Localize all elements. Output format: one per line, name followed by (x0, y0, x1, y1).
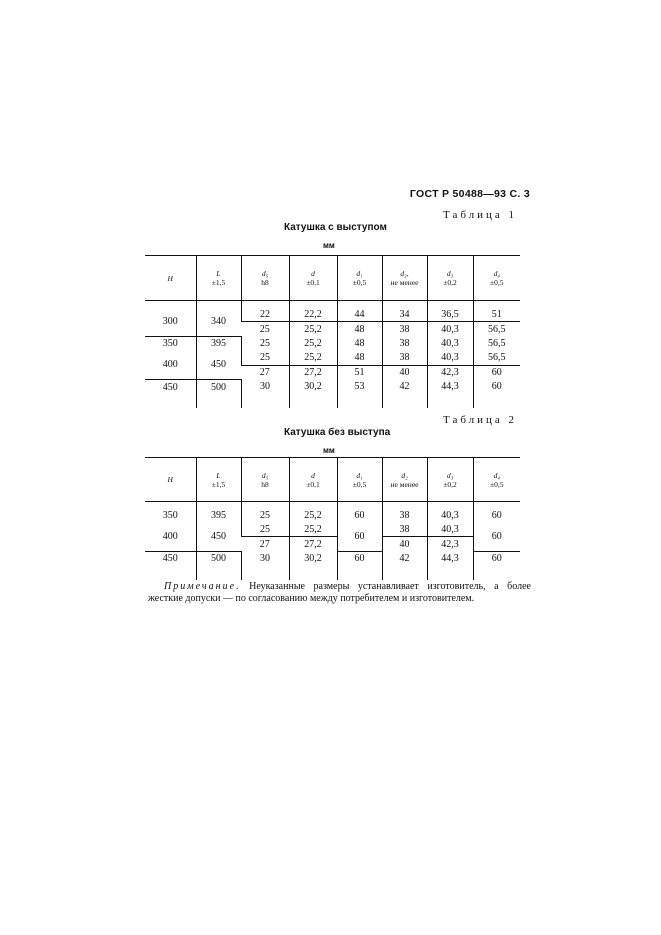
note-text: Неуказанные размеры устанавливает изготовитель, а более жесткие допуски — по согласованию между потребителем и изготовителем. (148, 581, 531, 604)
cell-d2: 38 (382, 522, 427, 537)
col-symbol: d₁ (356, 269, 363, 278)
cell-d1: 48 (337, 351, 382, 366)
col-symbol: d₄ (493, 269, 500, 278)
cell-d4: 51 (473, 307, 520, 322)
col-header-d5 (241, 458, 289, 502)
cell-d3: 44,3 (427, 551, 473, 566)
table2-unit: мм (323, 446, 335, 455)
cell-d2: 38 (382, 322, 427, 337)
cell-d1: 53 (337, 380, 382, 395)
cell-d: 25,2 (289, 508, 337, 522)
col-tolerance: ±1,5 (211, 278, 226, 287)
cell-d1: 48 (337, 336, 382, 351)
cell-d: 25,2 (289, 351, 337, 366)
col-tolerance: ±0,5 (352, 479, 367, 489)
cell-d3: 36,5 (427, 307, 473, 322)
col-tolerance: ±0,1 (306, 278, 320, 287)
cell-h: 450 (162, 381, 178, 393)
cell-d2: 40 (382, 537, 427, 552)
col-symbol: d₅ (261, 470, 269, 480)
cell-d5: 30 (241, 380, 289, 395)
cell-d2: 38 (382, 336, 427, 351)
col-tolerance: ±1,5 (211, 479, 226, 489)
cell-d: 25,2 (289, 322, 337, 337)
col-header-d1 (337, 256, 382, 301)
cell-d: 30,2 (289, 551, 337, 566)
cell-h: 400 (145, 522, 196, 551)
col-symbol: d₁ (356, 470, 363, 480)
col-tolerance: не менее (390, 278, 419, 287)
cell-d1: 44 (337, 307, 382, 322)
col-symbol: d (311, 470, 315, 480)
cell-d: 22,2 (289, 307, 337, 322)
cell-d5: 25 (241, 351, 289, 366)
cell-d4: 60 (473, 522, 520, 551)
cell-d3: 40,3 (427, 508, 473, 522)
table2-title: Катушка без выступа (284, 427, 391, 438)
col-header-h (145, 458, 196, 502)
col-header-d3 (427, 458, 473, 502)
cell-d3: 42,3 (427, 537, 473, 552)
cell-h: 300 (145, 307, 196, 336)
table1-title: Катушка с выступом (284, 222, 387, 233)
cell-d5: 22 (241, 307, 289, 322)
cell-h: 450 (162, 553, 178, 564)
cell-d4: 56,5 (473, 351, 520, 366)
col-symbol: d₂, (400, 269, 409, 278)
col-symbol: d₃ (446, 470, 454, 480)
cell-d2: 38 (382, 351, 427, 366)
cell-l: 500 (196, 380, 241, 395)
cell-l: 340 (196, 307, 241, 336)
table-row (145, 522, 520, 537)
cell-d3: 40,3 (427, 522, 473, 537)
col-header-d1 (337, 458, 382, 502)
cell-d4: 56,5 (473, 322, 520, 337)
table-row (145, 336, 520, 351)
col-header-d5 (241, 256, 289, 301)
cell-d3: 40,3 (427, 351, 473, 366)
col-tolerance: h8 (261, 479, 269, 489)
cell-d4: 56,5 (473, 336, 520, 351)
cell-d5: 27 (259, 538, 270, 550)
col-header-d4 (473, 256, 520, 301)
col-tolerance: ±0,5 (490, 278, 504, 287)
cell-l: 500 (196, 551, 241, 566)
cell-d: 30,2 (289, 380, 337, 395)
cell-l: 395 (196, 508, 241, 522)
table-spacer-row (145, 394, 520, 408)
cell-d2: 38 (382, 508, 427, 522)
cell-d4: 60 (473, 551, 520, 566)
col-header-d2 (382, 256, 427, 301)
cell-d2: 40 (382, 365, 427, 380)
cell-d5: 25 (241, 522, 289, 537)
col-symbol: L (216, 470, 221, 480)
col-header-d (289, 458, 337, 502)
col-tolerance: ±0,2 (443, 278, 457, 287)
cell-d: 25,2 (289, 522, 337, 537)
col-symbol: L (216, 269, 221, 278)
cell-d5: 30 (241, 551, 289, 566)
col-header-d (289, 256, 337, 301)
col-header-d3 (427, 256, 473, 301)
col-symbol: H (167, 475, 173, 484)
col-header-l (196, 458, 241, 502)
table1 (145, 255, 520, 408)
col-tolerance: ±0,2 (443, 479, 457, 489)
cell-l: 450 (196, 351, 241, 380)
table2 (145, 457, 520, 580)
col-symbol: d₄ (493, 470, 500, 480)
note-lead: Примечание. (164, 581, 241, 592)
cell-h: 350 (162, 509, 178, 521)
cell-h: 400 (145, 351, 196, 380)
col-symbol: d₃ (446, 269, 454, 278)
page-header: ГОСТ Р 50488—93 С. 3 (409, 188, 530, 200)
cell-d3: 44,3 (427, 380, 473, 395)
cell-h: 350 (162, 338, 178, 349)
cell-d2: 34 (382, 307, 427, 322)
cell-l: 395 (196, 336, 241, 351)
cell-d1: 48 (337, 322, 382, 337)
cell-d4: 60 (473, 508, 520, 522)
cell-d2: 42 (382, 551, 427, 566)
cell-d1: 51 (337, 365, 382, 380)
col-header-l (196, 256, 241, 301)
cell-d4: 60 (473, 380, 520, 395)
cell-d5: 25 (241, 508, 289, 522)
table-row (145, 380, 520, 395)
table2-header-row (145, 458, 520, 502)
cell-d: 25,2 (289, 336, 337, 351)
col-header-d2 (382, 458, 427, 502)
col-header-h (145, 256, 196, 301)
table2-label: Таблица 2 (443, 414, 518, 426)
cell-d3: 42,3 (427, 365, 473, 380)
cell-d4: 60 (473, 365, 520, 380)
table-row (145, 351, 520, 366)
cell-d5: 25 (259, 323, 270, 335)
col-tolerance: не менее (390, 479, 419, 489)
cell-d3: 40,3 (427, 336, 473, 351)
table1-unit: мм (323, 241, 335, 250)
table-row (145, 508, 520, 522)
col-symbol: d₅ (261, 269, 269, 278)
cell-d5: 25 (241, 336, 289, 351)
cell-d3: 40,3 (427, 322, 473, 337)
cell-d5: 27 (259, 367, 270, 378)
col-tolerance: ±0,5 (352, 278, 367, 287)
table-row (145, 307, 520, 322)
table-spacer-row (145, 566, 520, 580)
cell-l: 450 (196, 522, 241, 551)
col-symbol: d₂ (401, 470, 408, 480)
cell-d1: 60 (337, 508, 382, 522)
cell-d: 27,2 (289, 365, 337, 380)
table1-header-row (145, 256, 520, 301)
col-header-d4 (473, 458, 520, 502)
cell-d2: 42 (382, 380, 427, 395)
col-tolerance: ±0,5 (490, 479, 504, 489)
table1-label: Таблица 1 (443, 209, 518, 221)
col-tolerance: h8 (261, 278, 269, 287)
col-symbol: d (311, 269, 315, 278)
cell-d: 27,2 (289, 537, 337, 552)
cell-d1: 60 (337, 522, 382, 551)
cell-d1: 60 (337, 551, 382, 566)
note-paragraph (148, 581, 531, 605)
table-row (145, 551, 520, 566)
col-tolerance: ±0,1 (306, 479, 320, 489)
col-symbol: H (167, 273, 173, 283)
